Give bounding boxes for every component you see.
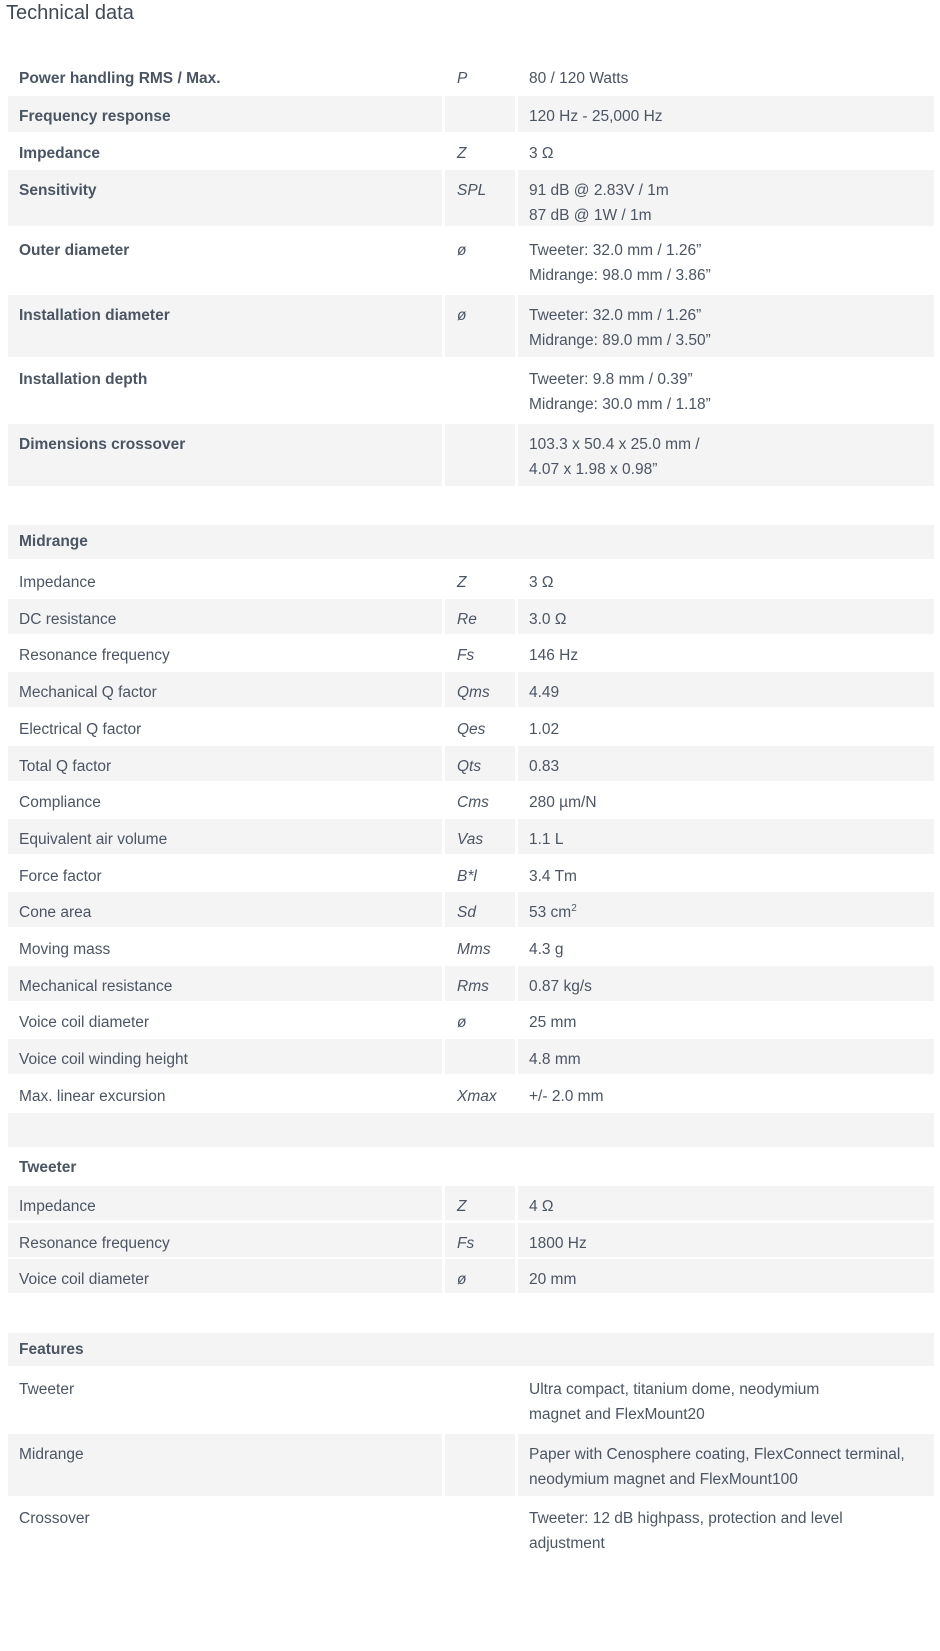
spec-row [8,359,934,421]
spec-row [8,562,934,597]
row-value [518,60,934,96]
value-line: Paper with Cenosphere coating, FlexConnect terminal, [529,1446,905,1463]
row-symbol: Vas [445,819,515,854]
spec-row [8,599,934,634]
spec-row [8,170,934,226]
spec-row [8,60,934,96]
value-line: 4.8 mm [529,1051,581,1069]
row-value [518,709,934,744]
row-symbol [445,1434,515,1496]
value-line: Midrange: 30.0 mm / 1.18” [529,396,711,413]
spec-row [8,1039,934,1074]
row-label: Voice coil diameter [8,1259,442,1293]
spec-row [8,230,934,292]
row-label: Total Q factor [8,746,442,781]
row-value [518,1002,934,1037]
row-label: Electrical Q factor [19,720,142,738]
row-symbol: Z [457,574,467,591]
value-line: Midrange: 89.0 mm / 3.50” [529,332,711,349]
row-label: Force factor [19,867,102,885]
value-line: 80 / 120 Watts [529,70,629,87]
row-value [518,424,934,486]
value-line: adjustment [529,1535,605,1552]
superscript: 2 [571,903,577,915]
row-value [518,856,934,891]
row-value [518,230,934,292]
row-label: Crossover [19,1510,90,1527]
spec-row [8,966,934,1001]
spec-row [8,782,934,817]
spec-row [8,1223,934,1257]
page-title: Technical data [6,2,134,24]
row-value [518,635,934,670]
row-value [518,1223,934,1257]
spec-row [8,856,934,891]
section-heading-features: Features [8,1333,934,1366]
row-symbol: Xmax [457,1087,497,1105]
row-value [518,295,934,357]
value-line: 103.3 x 50.4 x 25.0 mm / [529,436,700,453]
value-line: 25 mm [529,1014,577,1032]
row-value [518,170,934,226]
row-value [518,1434,934,1496]
spec-row [8,133,934,169]
row-symbol [445,1039,515,1074]
row-label: Midrange [8,1434,442,1496]
value-line: +/- 2.0 mm [529,1087,604,1105]
row-symbol: Fs [445,1223,515,1257]
value-line: magnet and FlexMount20 [529,1406,705,1423]
value-line: 1.02 [529,720,560,738]
row-value [518,966,934,1001]
row-label: Resonance frequency [8,1223,442,1257]
value-line: 3 Ω [529,145,554,162]
row-symbol: Z [457,145,467,162]
spec-row [8,1186,934,1220]
row-value [518,672,934,707]
value-line: 87 dB @ 1W / 1m [529,207,652,224]
row-value [518,819,934,854]
row-symbol: Mms [457,941,491,958]
value-line: neodymium magnet and FlexMount100 [529,1471,798,1488]
row-symbol [445,1369,515,1431]
row-symbol [445,96,515,132]
row-value [518,1498,934,1560]
value-line: 0.83 [529,757,560,775]
row-value [518,1259,934,1293]
row-label: Mechanical Q factor [8,672,442,707]
row-symbol: Qes [457,720,486,738]
row-value [518,892,934,927]
value-line: 4 Ω [529,1198,554,1215]
spec-row [8,819,934,854]
row-label: Voice coil winding height [8,1039,442,1074]
section-heading-midrange: Midrange [8,525,934,559]
value-line: Tweeter: 12 dB highpass, protection and level [529,1510,843,1527]
row-label: Cone area [8,892,442,927]
row-value [518,599,934,634]
row-label: Voice coil diameter [19,1014,150,1032]
row-symbol: Fs [457,647,475,665]
value-line: 120 Hz - 25,000 Hz [529,108,663,125]
row-symbol: B*l [457,867,477,885]
row-symbol: ø [457,242,467,259]
feature-row [8,1498,934,1560]
spec-row [8,295,934,357]
value-line: 1800 Hz [529,1235,587,1252]
section-heading-tweeter: Tweeter [19,1159,77,1176]
value-line: 53 $cm^2$ [529,903,577,922]
row-label: Installation depth [19,371,148,388]
row-symbol [445,359,515,421]
row-symbol: Sd [445,892,515,927]
spec-row [8,635,934,670]
row-value [518,746,934,781]
row-symbol: ø [457,1014,467,1032]
row-label: Mechanical resistance [8,966,442,1001]
row-label: Impedance [19,574,96,591]
spec-row [8,929,934,964]
value-line: 146 Hz [529,647,579,665]
value-line: 4.07 x 1.98 x 0.98” [529,461,658,478]
row-symbol: Qms [445,672,515,707]
row-symbol: ø [445,295,515,357]
row-label: Frequency response [8,96,442,132]
value-line: Ultra compact, titanium dome, neodymium [529,1381,820,1398]
row-symbol [445,424,515,486]
row-symbol: Z [445,1186,515,1220]
row-label: Sensitivity [8,170,442,226]
value-line: 3 Ω [529,574,554,591]
value-line: Tweeter: 9.8 mm / 0.39” [529,371,693,388]
value-line: 0.87 kg/s [529,977,592,995]
feature-row [8,1434,934,1496]
row-label: Resonance frequency [19,647,170,665]
value-line: 1.1 L [529,830,564,848]
row-label: Impedance [19,145,100,162]
value-line: 3.0 Ω [529,610,567,628]
spec-row [8,1076,934,1114]
row-label: Tweeter [19,1381,75,1398]
row-value [518,562,934,597]
row-label: Compliance [19,794,101,812]
spec-row [8,1002,934,1037]
row-symbol: Qts [445,746,515,781]
value-line: 280 µm/N [529,794,597,812]
section-spacer [8,1113,934,1147]
row-label: Installation diameter [8,295,442,357]
row-label: Max. linear excursion [19,1087,166,1105]
row-label: Impedance [8,1186,442,1220]
value-line: Tweeter: 32.0 mm / 1.26” [529,307,702,324]
row-value [518,1186,934,1220]
value-line: 4.3 g [529,941,564,958]
value-line: 91 dB @ 2.83V / 1m [529,182,669,199]
row-value [518,782,934,817]
value-line: 4.49 [529,684,560,702]
spec-row [8,709,934,744]
row-label: Dimensions crossover [8,424,442,486]
spec-row [8,1259,934,1293]
value-line: Tweeter: 32.0 mm / 1.26” [529,242,702,259]
row-value [518,133,934,169]
row-symbol: Cms [457,794,489,812]
spec-row [8,746,934,781]
row-label: Equivalent air volume [8,819,442,854]
spec-row [8,424,934,486]
row-value [518,1076,934,1114]
value-line: 20 mm [529,1271,577,1288]
spec-row [8,672,934,707]
row-label: Power handling RMS / Max. [19,70,221,87]
row-symbol: Rms [445,966,515,1001]
row-label: DC resistance [8,599,442,634]
row-label: Outer diameter [19,242,130,259]
row-value [518,96,934,132]
row-symbol: SPL [445,170,515,226]
feature-row [8,1369,934,1431]
value-line: Midrange: 98.0 mm / 3.86” [529,267,711,284]
row-symbol [445,1498,515,1560]
row-symbol: Re [445,599,515,634]
row-value [518,1369,934,1431]
row-value [518,1039,934,1074]
row-value [518,359,934,421]
value-line: 3.4 Tm [529,867,577,885]
row-symbol: P [457,70,468,87]
row-symbol: ø [445,1259,515,1293]
spec-row [8,96,934,132]
row-label: Moving mass [19,941,111,958]
row-value [518,929,934,964]
spec-row [8,892,934,927]
